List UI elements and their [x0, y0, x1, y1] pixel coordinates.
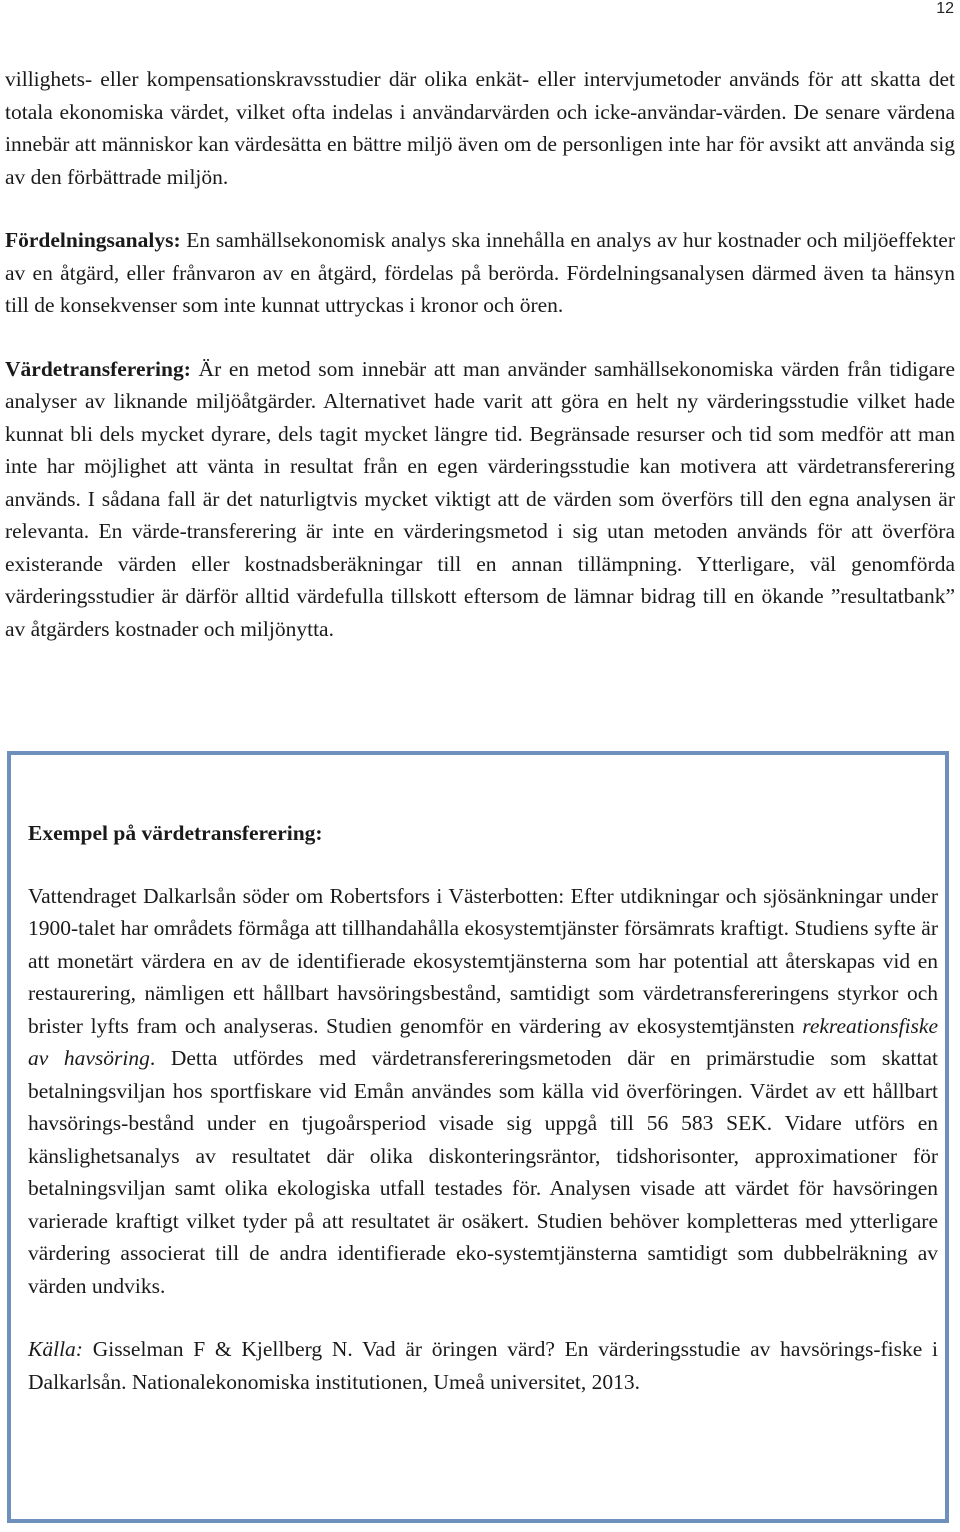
- value-transfer-text: Är en metod som innebär att man använder samhällsekonomiska värden från tidigare analyser av liknande miljöåtgärder. Alternativet hade varit att göra en helt ny värderingsstudie vilket hade kunnat bli dels mycket dyrare, dels tagit mycket längre tid. Begränsade resurser och tid som medför att man inte har möjlighet att vänta in resultat från en egen värderingsstudie kan motivera att värdetransferering används. I sådana fall är det naturligtvis mycket viktigt att de värden som överförs till den egna analysen är relevanta. En värde-transferering är inte en värderingsmetod i sig utan metoden används för att överföra existerande värden eller kostnadsberäkningar till en annan tillämpning. Ytterligare, väl genomförda värderingsstudier är därför alltid värdefulla tillskott eftersom de lämnar bidrag till en ökande ”resultatbank” av åtgärders kostnader och miljönytta.: [5, 356, 955, 641]
- term-value-transfer: Värdetransferering:: [5, 356, 191, 381]
- term-distribution-analysis: Fördelningsanalys:: [5, 228, 181, 252]
- example-paragraph: [28, 880, 938, 1303]
- paragraph-distribution-analysis: [5, 224, 955, 322]
- page-number: 12: [936, 0, 954, 17]
- source-label: Källa:: [28, 1337, 83, 1361]
- example-text-part-b: . Detta utfördes med värdetransfereringsmetoden där en primärstudie som skattat betalningsviljan hos sportfiskare vid Emån användes som källa vid överföringen. Värdet av ett hållbart havsörings-bestånd under en tjugoårsperiod visade sig uppgå till 56 583 SEK. Vidare utförs en känslighetsanalys av resultatet där olika diskonteringsräntor, tidshorisonter, approximationer för betalningsviljan samt olika ekologiska utfall testades för. Analysen visade att värdet för havsöringen varierade kraftigt vilket tyder på att resultatet är osäkert. Studien behöver kompletteras med ytterligare värdering associerat till de andra identifierade eko-systemtjänsterna samtidigt som dubbelräkning av värden undviks.: [28, 1046, 938, 1298]
- example-italic-term: rekreationsfiske av havsöring: [28, 1013, 938, 1070]
- example-content: [28, 817, 938, 1429]
- source-citation: Gisselman F & Kjellberg N. Vad är öringen värd? En värderingsstudie av havsörings-fiske i Dalkarlsån. Nationalekonomiska institutionen, Umeå universitet, 2013.: [28, 1337, 938, 1394]
- example-heading: Exempel på värdetransferering:: [28, 821, 323, 845]
- distribution-analysis-text: En samhällsekonomisk analys ska innehålla en analys av hur kostnader och miljöeffekter av en åtgärd, eller frånvaron av en åtgärd, fördelas på berörda. Fördelningsanalysen därmed även ta hänsyn till de konsekvenser som inte kunnat uttryckas i kronor och ören.: [5, 228, 955, 317]
- example-text-part-a: Vattendraget Dalkarlsån söder om Robertsfors i Västerbotten: Efter utdikningar och sjösänkningar under 1900-talet har områdets förmåga att tillhandahålla ekosystemtjänster försämrats kraftigt. Studiens syfte är att monetärt värdera en av de identifierade ekosystemtjänsterna som har potential att återskapas vid en restaurering, nämligen ett hållbart havsöringsbestånd, samtidigt som värdetransfereringens styrkor och brister lyfts fram och analyseras. Studien genomför en värdering av ekosystemtjänsten: [28, 883, 938, 1038]
- body-text: [5, 63, 955, 645]
- paragraph-value-transfer: [5, 353, 955, 646]
- example-source: [28, 1333, 938, 1398]
- example-box: [7, 751, 949, 1523]
- paragraph-valuation-methods: villighets- eller kompensationskravsstudier där olika enkät- eller intervjumetoder används för att skatta det totala ekonomiska värdet, vilket ofta indelas i användarvärden och icke-användar-värden. De senare värdena innebär att människor kan värdesätta en bättre miljö även om de personligen inte har för avsikt att använda sig av den förbättrade miljön.: [5, 67, 955, 189]
